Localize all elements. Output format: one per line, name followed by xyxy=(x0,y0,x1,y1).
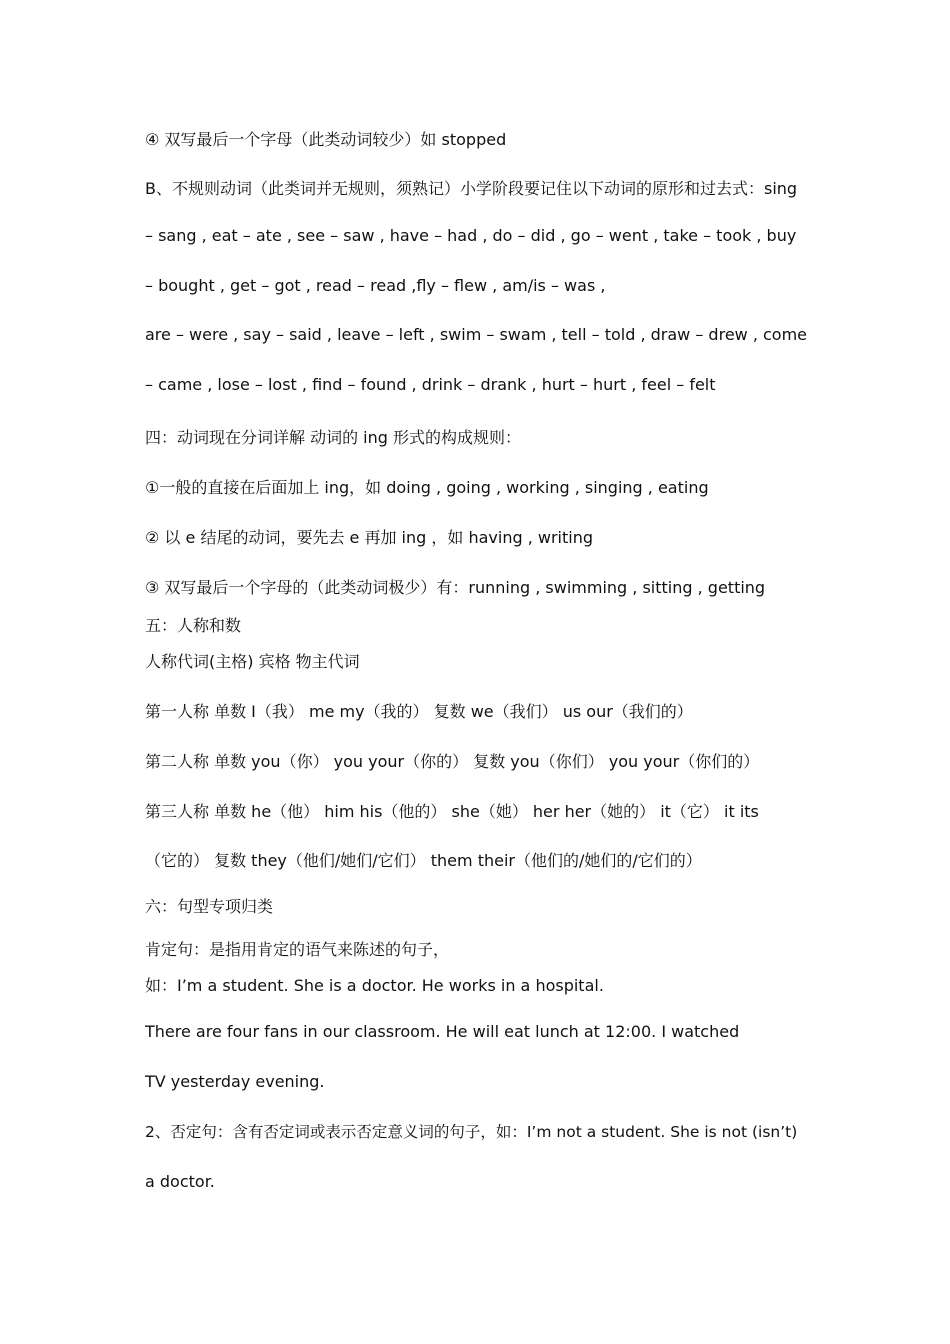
text-line: ①一般的直接在后面加上 ing，如 doing , going , working , singing , eating xyxy=(145,478,709,497)
section-heading: 五：人称和数 xyxy=(145,616,242,635)
text-line: 第一人称 单数 I（我） me my（我的） 复数 we（我们） us our（我们的） xyxy=(145,702,693,721)
text-line: 第二人称 单数 you（你） you your（你的） 复数 you（你们） you your（你们的） xyxy=(145,752,760,771)
text-line: 2、否定句：含有否定词或表示否定意义词的句子，如：I’m not a student. She is not (isn’t) xyxy=(145,1123,798,1141)
text-line: a doctor. xyxy=(145,1172,215,1191)
text-line: There are four fans in our classroom. He will eat lunch at 12:00. I watched xyxy=(145,1022,740,1041)
text-line: – came , lose – lost , find – found , drink – drank , hurt – hurt , feel – felt xyxy=(145,375,716,394)
text-line: – bought , get – got , read – read ,fly – flew , am/is – was , xyxy=(145,276,606,295)
text-line: 肯定句：是指用肯定的语气来陈述的句子， xyxy=(145,940,450,959)
section-heading: 六：句型专项归类 xyxy=(145,897,274,916)
text-line: 如：I’m a student. She is a doctor. He works in a hospital. xyxy=(145,976,604,995)
text-line: （它的） 复数 they（他们/她们/它们） them their（他们的/她们的/它们的） xyxy=(145,851,702,870)
text-line: B、不规则动词（此类词并无规则，须熟记）小学阶段要记住以下动词的原形和过去式：sing xyxy=(145,179,798,198)
text-line: – sang , eat – ate , see – saw , have – had , do – did , go – went , take – took , buy xyxy=(145,226,797,245)
text-line: are – were , say – said , leave – left , swim – swam , tell – told , draw – drew , come xyxy=(145,325,808,344)
text-line: ③ 双写最后一个字母的（此类动词极少）有：running , swimming , sitting , getting xyxy=(145,578,766,597)
text-line: TV yesterday evening. xyxy=(145,1072,325,1091)
section-heading: 四：动词现在分词详解 动词的 ing 形式的构成规则： xyxy=(145,428,522,447)
text-line: ② 以 e 结尾的动词，要先去 e 再加 ing ，如 having , writing xyxy=(145,528,594,547)
text-line: 第三人称 单数 he（他） him his（他的） she（她） her her（她的） it（它） it its xyxy=(145,802,759,821)
text-line: ④ 双写最后一个字母（此类动词较少）如 stopped xyxy=(145,130,507,149)
text-line: 人称代词(主格) 宾格 物主代词 xyxy=(145,652,360,671)
